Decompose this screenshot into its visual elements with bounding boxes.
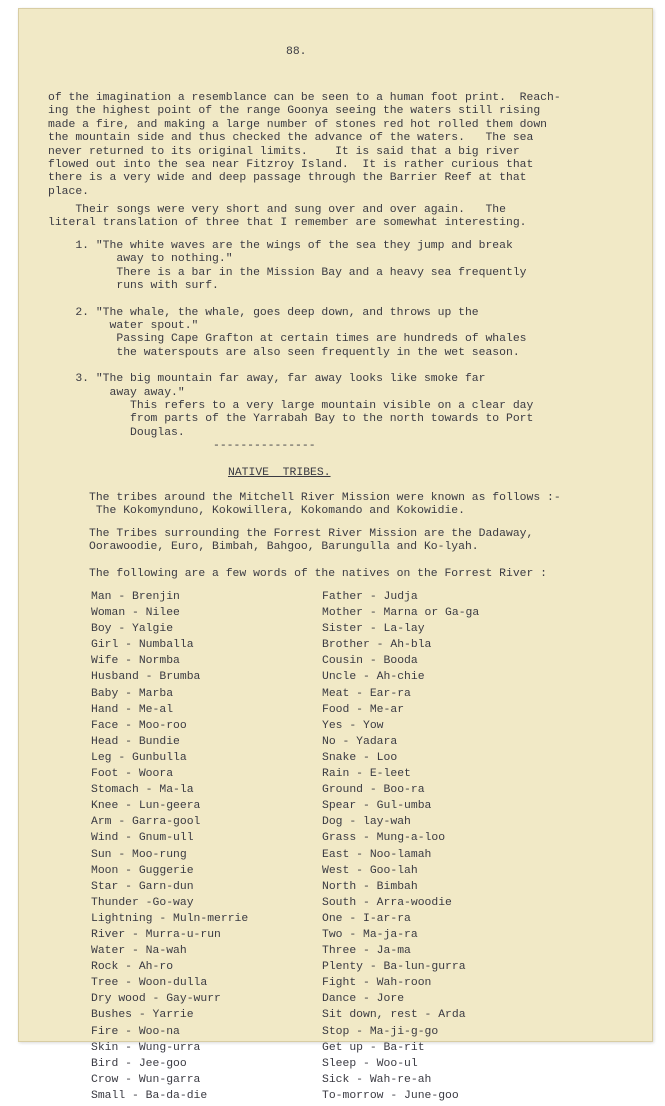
text-line: The tribes around the Mitchell River Mission were known as follows :- [48, 492, 561, 504]
paragraph-legend [48, 92, 628, 199]
text-line: of the imagination a resemblance can be seen to a human foot print. Reach- [48, 92, 561, 104]
word-entry: Baby - Marba [91, 687, 174, 700]
text-line: Douglas. [48, 426, 185, 439]
word-entry: Sleep - Woo-ul [322, 1057, 418, 1070]
word-entry: Lightning - Muln-merrie [91, 912, 249, 925]
word-entry: East - Noo-lamah [322, 848, 432, 861]
word-list-left-column [91, 591, 248, 1106]
text-line: There is a bar in the Mission Bay and a heavy sea frequently [48, 266, 527, 279]
song-item [48, 240, 628, 294]
word-entry: Brother - Ah-bla [322, 639, 432, 652]
word-entry: Arm - Garra-gool [91, 816, 201, 829]
text-line: This refers to a very large mountain visible on a clear day [48, 400, 534, 413]
word-entry: Sick - Wah-re-ah [322, 1073, 432, 1086]
word-entry: Yes - Yow [322, 719, 384, 732]
word-entry: Two - Ma-ja-ra [322, 928, 418, 941]
word-entry: Fight - Wah-roon [322, 977, 432, 990]
word-entry: Foot - Woora [91, 768, 174, 781]
word-entry: Star - Garn-dun [91, 880, 194, 893]
text-line: Their songs were very short and sung over and over again. The [48, 204, 506, 216]
word-entry: Wife - Normba [91, 655, 180, 668]
word-entry: Skin - Wung-urra [91, 1041, 201, 1054]
word-entry: Father - Judja [322, 591, 418, 603]
word-entry: Dry wood - Gay-wurr [91, 993, 221, 1006]
text-line: Oorawoodie, Euro, Bimbah, Bahgoo, Barungulla and Ko-lyah. [48, 541, 479, 554]
word-entry: North - Bimbah [322, 880, 418, 893]
text-line: there is a very wide and deep passage through the Barrier Reef at that [48, 172, 527, 185]
text-line: never returned to its original limits. It is said that a big river [48, 145, 520, 158]
section-separator: --------------- [213, 440, 316, 452]
word-entry: Husband - Brumba [91, 671, 201, 684]
song-list [48, 240, 628, 453]
text-line: flowed out into the sea near Fitzroy Island. It is rather curious that [48, 159, 534, 172]
word-entry: Leg - Gunbulla [91, 751, 187, 764]
paragraph-words-intro [48, 568, 547, 581]
text-line: away away." [48, 386, 185, 399]
word-entry: Head - Bundie [91, 735, 180, 748]
word-entry: Sit down, rest - Arda [322, 1009, 466, 1022]
paragraph-songs-intro [48, 204, 628, 231]
text-line: 3. "The big mountain far away, far away looks like smoke far [48, 373, 486, 386]
paragraph-mitchell-tribes [48, 492, 561, 519]
word-entry: Fire - Woo-na [91, 1025, 180, 1038]
word-entry: Stop - Ma-ji-g-go [322, 1025, 439, 1038]
text-line: from parts of the Yarrabah Bay to the north towards to Port [48, 413, 534, 426]
text-line: runs with surf. [48, 280, 219, 293]
word-entry: Meat - Ear-ra [322, 687, 411, 700]
word-entry: Food - Me-ar [322, 703, 405, 716]
word-entry: Grass - Mung-a-loo [322, 832, 446, 845]
word-entry: Plenty - Ba-lun-gurra [322, 961, 466, 974]
word-entry: Three - Ja-ma [322, 945, 411, 958]
word-entry: Hand - Me-al [91, 703, 174, 716]
text-line: literal translation of three that I remember are somewhat interesting. [48, 217, 527, 230]
text-line: made a fire, and making a large number of stones red hot rolled them down [48, 118, 547, 131]
word-entry: Dog - lay-wah [322, 816, 411, 829]
word-entry: Wind - Gnum-ull [91, 832, 194, 845]
word-entry: Girl - Numballa [91, 639, 194, 652]
text-line: ing the highest point of the range Goonya seeing the waters still rising [48, 105, 541, 118]
word-entry: Face - Moo-roo [91, 719, 187, 732]
text-line: the mountain side and thus checked the advance of the waters. The sea [48, 132, 534, 145]
word-entry: Tree - Woon-dulla [91, 977, 208, 990]
word-entry: Moon - Guggerie [91, 864, 194, 877]
song-item [48, 373, 628, 440]
word-entry: Mother - Marna or Ga-ga [322, 607, 480, 620]
text-line: the waterspouts are also seen frequently in the wet season. [48, 346, 520, 359]
word-entry: Bird - Jee-goo [91, 1057, 187, 1070]
page-number: 88. [286, 46, 307, 58]
word-entry: Rain - E-leet [322, 768, 411, 781]
word-entry: Cousin - Booda [322, 655, 418, 668]
word-entry: Ground - Boo-ra [322, 784, 425, 797]
word-entry: Woman - Nilee [91, 607, 180, 620]
word-entry: Man - Brenjin [91, 591, 180, 603]
word-entry: Snake - Loo [322, 751, 398, 764]
word-entry: South - Arra-woodie [322, 896, 452, 909]
word-entry: Water - Na-wah [91, 945, 187, 958]
word-entry: Stomach - Ma-la [91, 784, 194, 797]
text-line: Passing Cape Grafton at certain times are hundreds of whales [48, 333, 527, 346]
word-entry: No - Yadara [322, 735, 398, 748]
text-line: water spout." [48, 320, 199, 333]
text-line: 1. "The white waves are the wings of the sea they jump and break [48, 240, 513, 252]
word-entry: Small - Ba-da-die [91, 1089, 208, 1102]
song-item [48, 307, 628, 361]
word-entry: Spear - Gul-umba [322, 800, 432, 813]
paragraph-forrest-tribes [48, 528, 533, 555]
word-list-right-column [322, 591, 479, 1106]
text-line: 2. "The whale, the whale, goes deep down, and throws up the [48, 306, 479, 319]
word-entry: Sister - La-lay [322, 623, 425, 636]
text-line: place. [48, 185, 90, 198]
word-entry: Sun - Moo-rung [91, 848, 187, 861]
word-entry: Get up - Ba-rit [322, 1041, 425, 1054]
word-entry: Rock - Ah-ro [91, 961, 174, 974]
word-entry: Boy - Yalgie [91, 623, 174, 636]
word-entry: River - Murra-u-run [91, 928, 221, 941]
word-entry: West - Goo-lah [322, 864, 418, 877]
section-heading: NATIVE TRIBES. [228, 467, 331, 479]
word-entry: Uncle - Ah-chie [322, 671, 425, 684]
text-line: away to nothing." [48, 253, 233, 266]
word-entry: To-morrow - June-goo [322, 1089, 459, 1102]
word-entry: Dance - Jore [322, 993, 405, 1006]
word-entry: Thunder -Go-way [91, 896, 194, 909]
text-line: The Kokomynduno, Kokowillera, Kokomando and Kokowidie. [48, 505, 465, 518]
text-line: The Tribes surrounding the Forrest River Mission are the Dadaway, [48, 528, 534, 540]
word-entry: Crow - Wun-garra [91, 1073, 201, 1086]
word-entry: Bushes - Yarrie [91, 1009, 194, 1022]
text-line: The following are a few words of the natives on the Forrest River : [48, 568, 547, 580]
word-entry: Knee - Lun-geera [91, 800, 201, 813]
word-entry: One - I-ar-ra [322, 912, 411, 925]
